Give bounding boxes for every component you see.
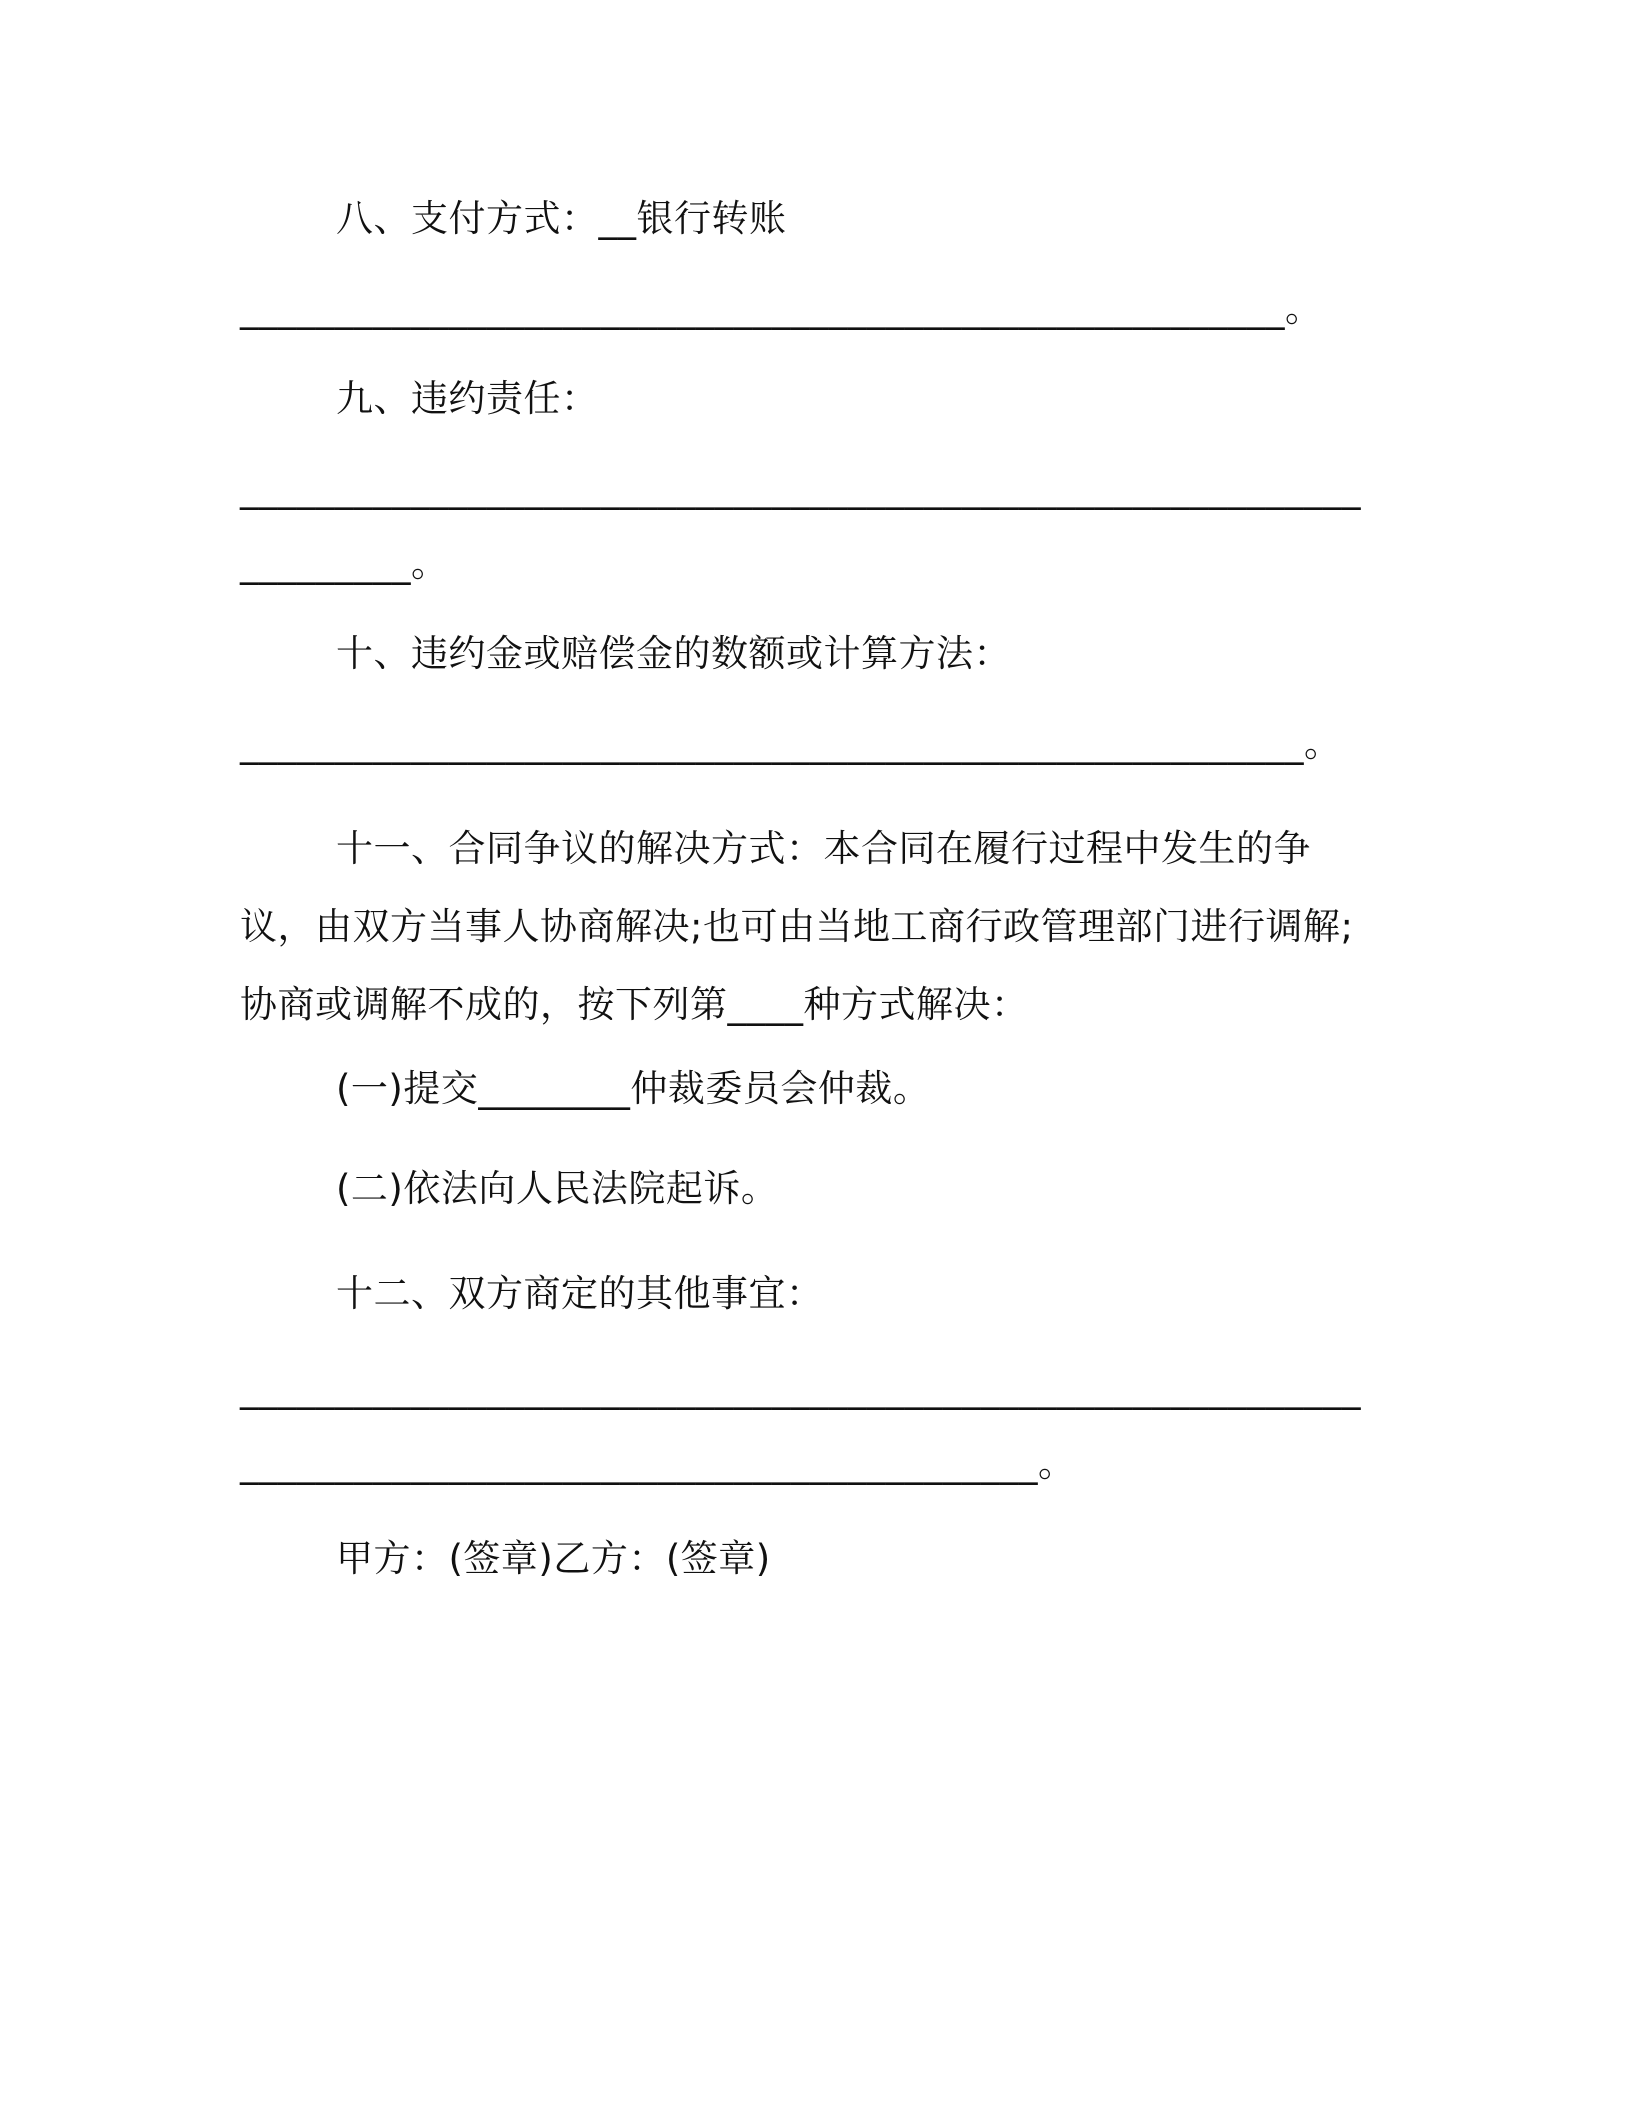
clause-11-option-1: (一)提交________仲裁委员会仲裁。 <box>336 1067 931 1110</box>
clause-12-heading: 十二、双方商定的其他事宜： <box>336 1272 824 1315</box>
clause-9-fill-line-1: ___________________________________________________________ <box>240 467 1361 510</box>
clause-10-heading: 十、违约金或赔偿金的数额或计算方法： <box>336 632 1011 675</box>
clause-9-fill-line-2: _________。 <box>240 542 449 585</box>
clause-8-heading: 八、支付方式：__银行转账 <box>336 197 787 240</box>
signature-line: 甲方：(签章)乙方：(签章) <box>336 1537 771 1580</box>
clause-9-heading: 九、违约责任： <box>336 377 599 420</box>
clause-8-fill-line: _______________________________________________________。 <box>240 287 1323 330</box>
clause-12-fill-line-1: ___________________________________________________________ <box>240 1367 1361 1410</box>
clause-11-paragraph: 十一、合同争议的解决方式：本合同在履行过程中发生的争议，由双方当事人协商解决;也可由当地工商行政管理部门进行调解;协商或调解不成的，按下列第____种方式解决： <box>240 827 1354 1026</box>
clause-12-fill-line-2: __________________________________________。 <box>240 1442 1076 1485</box>
clause-11-option-2: (二)依法向人民法院起诉。 <box>336 1167 779 1210</box>
clause-10-fill-line: ________________________________________________________。 <box>240 722 1342 765</box>
